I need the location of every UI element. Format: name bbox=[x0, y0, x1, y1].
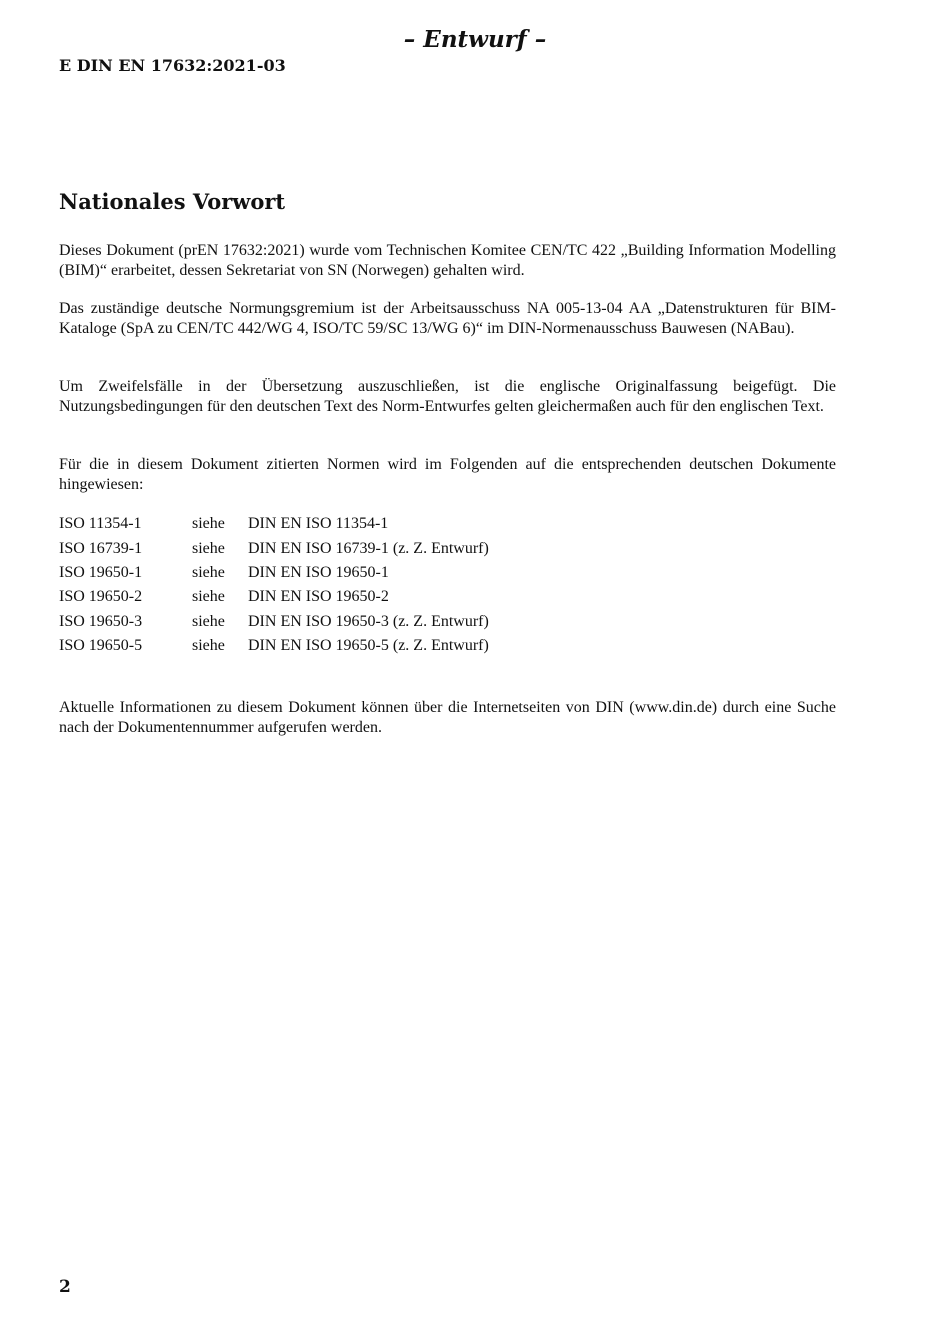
paragraph-translation: Um Zweifelsfälle in der Übersetzung auszuschließen, ist die englische Originalfassung beigefügt. Die Nutzungsbedingungen für den deutschen Text des Norm-Entwurfes gelten gleichermaßen auch für den englischen Text. bbox=[59, 378, 836, 415]
see-label: siehe bbox=[192, 515, 225, 533]
see-label: siehe bbox=[192, 563, 225, 581]
reference-row bbox=[59, 536, 489, 560]
see-label: siehe bbox=[192, 637, 225, 655]
page-number: 2 bbox=[59, 1277, 71, 1297]
paragraph-cited-standards: Für die in diesem Dokument zitierten Normen wird im Folgenden auf die entsprechenden deutschen Dokumente hingewiesen: bbox=[59, 456, 836, 493]
din-reference: DIN EN ISO 19650-5 (z. Z. Entwurf) bbox=[248, 637, 489, 655]
reference-row bbox=[59, 634, 489, 658]
reference-row bbox=[59, 585, 489, 609]
see-label: siehe bbox=[192, 539, 225, 557]
see-label: siehe bbox=[192, 588, 225, 606]
din-reference: DIN EN ISO 19650-3 (z. Z. Entwurf) bbox=[248, 612, 489, 630]
iso-reference: ISO 19650-3 bbox=[59, 612, 143, 630]
iso-reference: ISO 19650-5 bbox=[59, 637, 143, 655]
din-reference: DIN EN ISO 11354-1 bbox=[248, 515, 389, 533]
iso-reference: ISO 19650-1 bbox=[59, 563, 143, 581]
din-reference: DIN EN ISO 16739-1 (z. Z. Entwurf) bbox=[248, 539, 489, 557]
draft-banner: – Entwurf – bbox=[403, 26, 547, 53]
see-label: siehe bbox=[192, 612, 225, 630]
reference-row bbox=[59, 561, 489, 585]
reference-row bbox=[59, 512, 489, 536]
din-reference: DIN EN ISO 19650-1 bbox=[248, 563, 389, 581]
reference-table bbox=[59, 512, 489, 658]
paragraph-online-info: Aktuelle Informationen zu diesem Dokument können über die Internetseiten von DIN (www.din.de) durch eine Suche nach der Dokumentennummer aufgerufen werden. bbox=[59, 699, 836, 736]
reference-row bbox=[59, 610, 489, 634]
iso-reference: ISO 11354-1 bbox=[59, 515, 142, 533]
paragraph-national-body: Das zuständige deutsche Normungsgremium ist der Arbeitsausschuss NA 005-13-04 AA „Datenstrukturen für BIM-Kataloge (SpA zu CEN/TC 442/WG 4, ISO/TC 59/SC 13/WG 6)“ im DIN-Normenausschuss Bauwesen (NABau). bbox=[59, 300, 836, 337]
document-id: E DIN EN 17632:2021-03 bbox=[59, 56, 286, 75]
din-reference: DIN EN ISO 19650-2 bbox=[248, 588, 389, 606]
iso-reference: ISO 19650-2 bbox=[59, 588, 143, 606]
section-title: Nationales Vorwort bbox=[59, 189, 286, 214]
iso-reference: ISO 16739-1 bbox=[59, 539, 143, 557]
paragraph-committee: Dieses Dokument (prEN 17632:2021) wurde vom Technischen Komitee CEN/TC 422 „Building Information Modelling (BIM)“ erarbeitet, dessen Sekretariat von SN (Norwegen) gehalten wird. bbox=[59, 242, 836, 279]
